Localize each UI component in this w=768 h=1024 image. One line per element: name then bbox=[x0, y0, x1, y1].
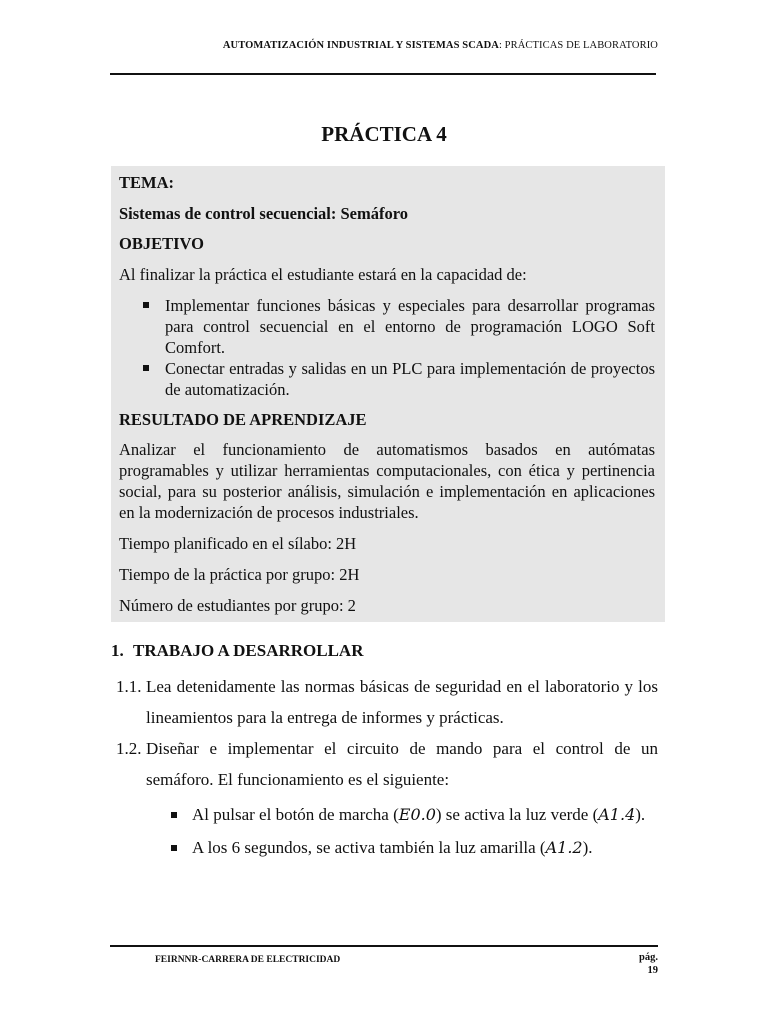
resultado-label: RESULTADO DE APRENDIZAJE bbox=[119, 410, 367, 429]
tema-label: TEMA: bbox=[119, 173, 174, 192]
header-title-bold: AUTOMATIZACIÓN INDUSTRIAL Y SISTEMAS SCADA bbox=[222, 40, 499, 51]
item-number: 1.1. bbox=[116, 677, 142, 696]
subitem-text: ). bbox=[582, 838, 593, 857]
numbered-item bbox=[116, 671, 658, 733]
subitem-text: Al pulsar el botón de marcha ( bbox=[192, 805, 399, 824]
bullet-square-icon bbox=[143, 365, 149, 371]
bullet-square-icon bbox=[171, 812, 177, 818]
section-number: 1. bbox=[111, 641, 124, 660]
tema-text: Sistemas de control secuencial: Semáforo bbox=[119, 204, 409, 223]
subitem-text: ) se activa la luz verde ( bbox=[435, 805, 599, 824]
tiempo-grupo: Tiempo de la práctica por grupo: 2H bbox=[119, 565, 360, 584]
item-number: 1.2. bbox=[116, 739, 142, 758]
page-number-value: 19 bbox=[647, 965, 658, 976]
subitem-text: ). bbox=[635, 805, 646, 824]
list-item bbox=[146, 799, 658, 830]
num-estudiantes: Número de estudiantes por grupo: 2 bbox=[119, 596, 356, 615]
objetivo-intro: Al finalizar la práctica el estudiante estará en la capacidad de: bbox=[119, 265, 527, 284]
objetivos-list bbox=[119, 295, 655, 400]
subitem-text: A los 6 segundos, se activa también la luz amarilla ( bbox=[192, 838, 546, 857]
sub-list bbox=[146, 799, 658, 863]
list-item bbox=[119, 358, 655, 400]
section-title-text: TRABAJO A DESARROLLAR bbox=[133, 641, 364, 660]
header-divider bbox=[110, 73, 656, 75]
footer-department: FEIRNNR-CARRERA DE ELECTRICIDAD bbox=[155, 955, 341, 965]
resultado-text: Analizar el funcionamiento de automatismos basados en autómatas programables y utilizar herramientas computacionales, con ética y pertinencia social, para su posterior análisis, simulación e implementación en aplicaciones en la modernización de procesos industriales. bbox=[119, 440, 655, 522]
section-heading bbox=[111, 641, 364, 661]
objetivo-text: Implementar funciones básicas y especiales para desarrollar programas para control secuencial en el entorno de programación LOGO Soft Comfort. bbox=[165, 296, 655, 357]
page-label: pág. bbox=[639, 952, 658, 963]
bullet-square-icon bbox=[171, 845, 177, 851]
input-address: E0.0 bbox=[398, 805, 436, 824]
objetivo-label: OBJETIVO bbox=[119, 234, 204, 253]
header-title-rest: : PRÁCTICAS DE LABORATORIO bbox=[498, 40, 658, 51]
summary-box bbox=[111, 166, 665, 622]
page-title: PRÁCTICA 4 bbox=[321, 122, 447, 146]
tiempo-silabo: Tiempo planificado en el sílabo: 2H bbox=[119, 534, 357, 553]
output-address: A1.4 bbox=[598, 805, 636, 824]
list-item bbox=[119, 295, 655, 358]
item-text: Lea detenidamente las normas básicas de seguridad en el laboratorio y los lineamientos para la entrega de informes y prácticas. bbox=[146, 677, 658, 727]
numbered-item bbox=[116, 733, 658, 863]
bullet-square-icon bbox=[143, 302, 149, 308]
item-text: Diseñar e implementar el circuito de mando para el control de un semáforo. El funcionamiento es el siguiente: bbox=[146, 739, 658, 789]
running-header bbox=[110, 40, 658, 51]
output-address: A1.2 bbox=[545, 838, 583, 857]
footer-divider bbox=[110, 945, 658, 947]
section-items bbox=[116, 671, 658, 863]
page-number bbox=[620, 951, 658, 977]
list-item bbox=[146, 832, 658, 863]
objetivo-text: Conectar entradas y salidas en un PLC para implementación de proyectos de automatización. bbox=[165, 359, 655, 399]
